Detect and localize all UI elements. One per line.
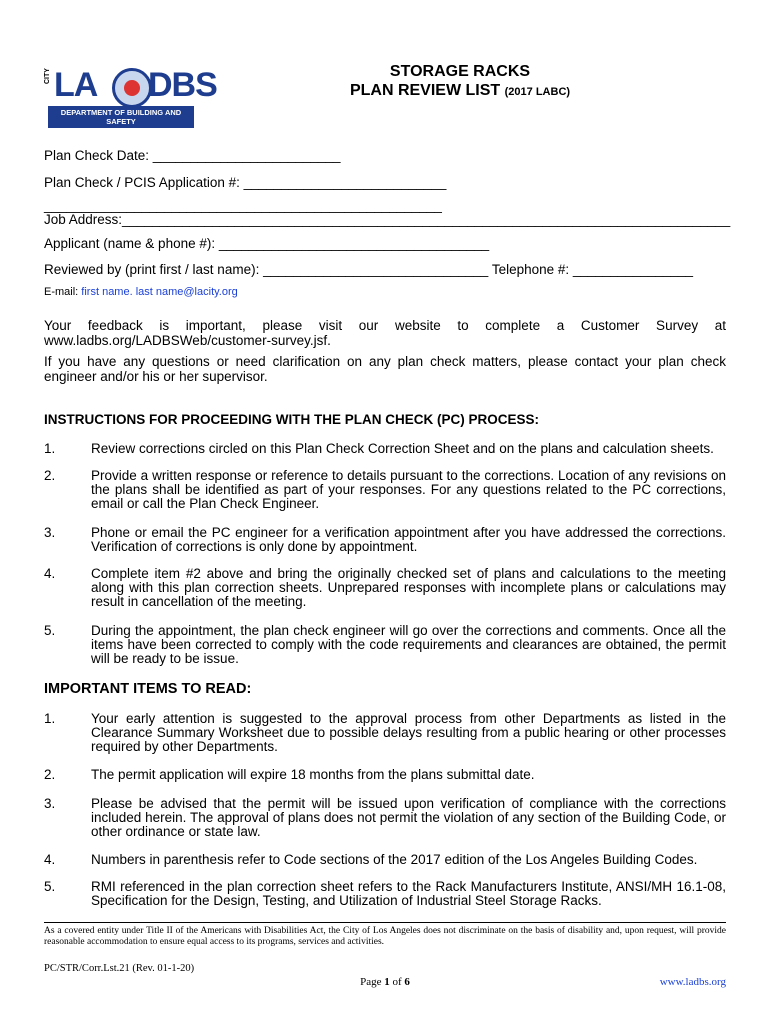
- ladbs-logo: [44, 66, 217, 126]
- plan-check-date-field[interactable]: Plan Check Date: _________________________: [44, 148, 341, 163]
- instruction-item: [44, 624, 726, 666]
- questions-paragraph: If you have any questions or need clarification on any plan check matters, please contact your plan check engineer and/or his or her supervisor.: [44, 354, 726, 384]
- city-seal-icon: [112, 68, 152, 108]
- footer-divider: [44, 922, 726, 923]
- item-text: Numbers in parenthesis refer to Code sections of the 2017 edition of the Los Angeles Building Codes.: [91, 852, 698, 867]
- instructions-heading: INSTRUCTIONS FOR PROCEEDING WITH THE PLAN CHECK (PC) PROCESS:: [44, 412, 540, 427]
- logo-la-text: LA: [54, 66, 98, 104]
- item-text: The permit application will expire 18 months from the plans submittal date.: [91, 767, 535, 782]
- item-number: 5.: [44, 623, 56, 638]
- important-item: [44, 768, 726, 782]
- item-number: 1.: [44, 711, 56, 726]
- page-current: 1: [384, 976, 390, 988]
- ada-disclaimer: As a covered entity under Title II of the Americans with Disabilities Act, the City of Los Angeles does not discriminate on the basis of disability and, upon request, will provide reasonable accommodation to ensure equal access to its programs, services and activities.: [44, 926, 726, 947]
- email-line: [44, 286, 238, 298]
- item-number: 3.: [44, 796, 56, 811]
- email-link[interactable]: first name. last name@lacity.org: [81, 286, 238, 298]
- logo-department-text: DEPARTMENT OF BUILDING AND SAFETY: [48, 106, 194, 128]
- important-heading: IMPORTANT ITEMS TO READ:: [44, 681, 252, 697]
- website-link[interactable]: www.ladbs.org: [659, 976, 726, 988]
- applicant-field[interactable]: Applicant (name & phone #): ____________________________________: [44, 236, 490, 251]
- title-main: PLAN REVIEW LIST: [349, 82, 501, 99]
- logo-dbs-text: DBS: [148, 66, 217, 104]
- feedback-paragraph: Your feedback is important, please visit our website to complete a Customer Survey at www.ladbs.org/LADBSWeb/customer-survey.jsf.: [44, 318, 726, 348]
- address-extra-line[interactable]: _____________________________________________________: [44, 198, 442, 213]
- item-text: RMI referenced in the plan correction sheet refers to the Rack Manufacturers Institute, ANSI/MH 16.1-08, Specification for the Design, Testing, and Utilization of Industrial Steel Storage Racks.: [91, 879, 726, 908]
- form-code: PC/STR/Corr.Lst.21 (Rev. 01-1-20): [44, 963, 195, 974]
- important-item: [44, 880, 726, 908]
- item-text: Your early attention is suggested to the approval process from other Departments as listed in the Clearance Summary Worksheet due to possible delays resulting from a public hearing or other processes required by other Departments.: [91, 711, 726, 754]
- page-total: 6: [404, 976, 410, 988]
- reviewed-by-field[interactable]: Reviewed by (print first / last name): ______________________________ Telephone #: ________________: [44, 262, 694, 277]
- item-number: 3.: [44, 525, 56, 540]
- job-address-field[interactable]: Job Address:_________________________________________________________________________________: [44, 212, 731, 227]
- page-of: of: [392, 976, 402, 988]
- item-text: Review corrections circled on this Plan Check Correction Sheet and on the plans and calculation sheets.: [91, 441, 714, 456]
- item-number: 4.: [44, 566, 56, 581]
- important-item: [44, 797, 726, 839]
- item-text: Complete item #2 above and bring the originally checked set of plans and calculations to the meeting along with this plan correction sheets. Unprepared responses with incomplete plans or calculations may result in cancellation of the meeting.: [91, 566, 726, 609]
- item-number: 2.: [44, 767, 56, 782]
- title-code-edition: (2017 LABC): [504, 86, 571, 98]
- important-item: [44, 853, 726, 867]
- page-number: [0, 976, 770, 988]
- item-number: 2.: [44, 468, 56, 483]
- item-number: 1.: [44, 441, 56, 456]
- item-number: 4.: [44, 852, 56, 867]
- logo-city-text: CITY: [44, 68, 51, 84]
- instruction-item: [44, 567, 726, 609]
- instruction-item: [44, 526, 726, 554]
- instruction-item: [44, 442, 726, 456]
- instruction-item: [44, 469, 726, 511]
- title-line-2: [300, 81, 620, 102]
- item-text: Provide a written response or reference to details pursuant to the corrections. Location of any revisions on the plans shall be identified as part of your responses. For any questions related to the PC corrections, email or call the Plan Check Engineer.: [91, 468, 726, 511]
- item-text: Phone or email the PC engineer for a verification appointment after you have addressed the corrections. Verification of corrections is only done by appointment.: [91, 525, 726, 554]
- page-label: Page: [360, 976, 382, 988]
- important-item: [44, 712, 726, 754]
- email-label: E-mail:: [44, 286, 79, 298]
- document-title: [300, 62, 620, 102]
- item-number: 5.: [44, 879, 56, 894]
- item-text: Please be advised that the permit will be issued upon verification of compliance with the corrections included herein. The approval of plans does not permit the violation of any section of the Building Code, or other ordinance or state law.: [91, 796, 726, 839]
- pcis-application-field[interactable]: Plan Check / PCIS Application #: ___________________________: [44, 175, 447, 190]
- title-line-1: STORAGE RACKS: [389, 63, 531, 80]
- item-text: During the appointment, the plan check engineer will go over the corrections and comments. Once all the items have been corrected to comply with the code requirements and clearances are obtained, the permit will be ready to be issue.: [91, 623, 726, 666]
